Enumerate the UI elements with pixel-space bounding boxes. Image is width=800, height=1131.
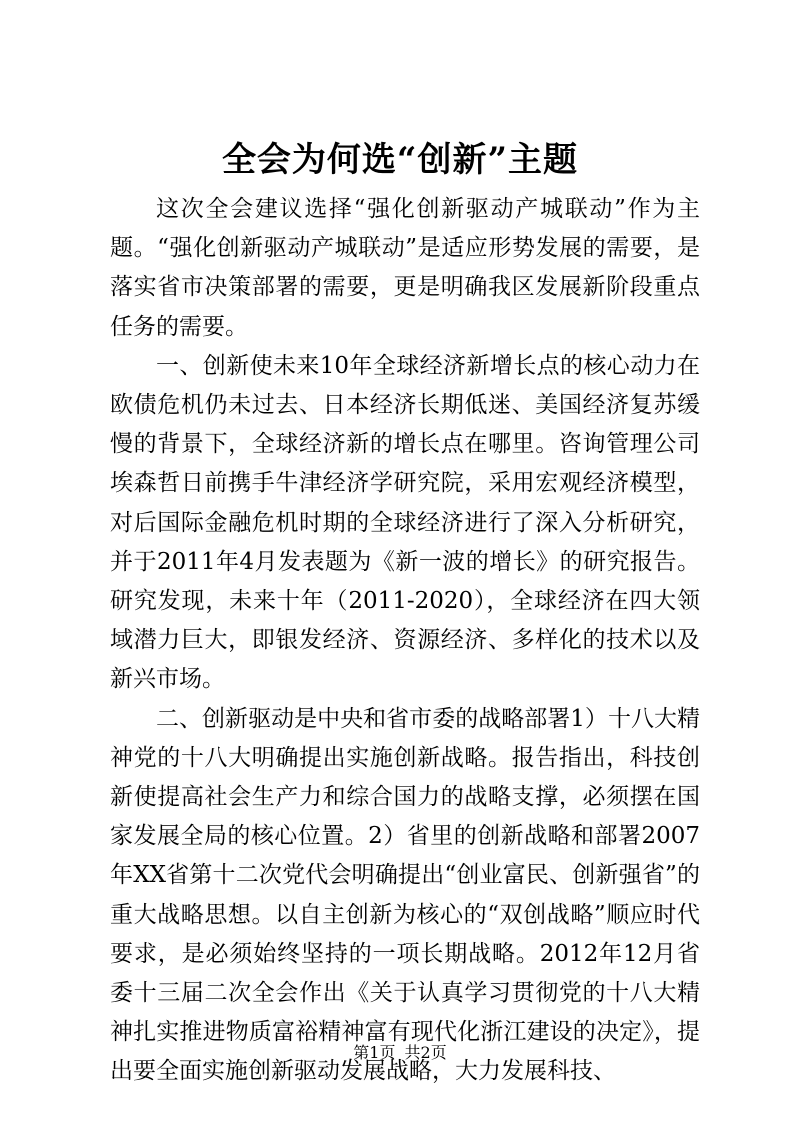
paragraph-section-two: 二、创新驱动是中央和省市委的战略部署1）十八大精神党的十八大明确提出实施创新战略。报告指出，科技创新使提高社会生产力和综合国力的战略支撑，必须摆在国家发展全局的核心位置。2）省里的创新战略和部署2007年XX省第十二次党代会明确提出“创业富民、创新强省”的重大战略思想。以自主创新为核心的“双创战略”顺应时代要求，是必须始终坚持的一项长期战略。2012年12月省委十三届二次全会作出《关于认真学习贯彻党的十八大精神扎实推进物质富裕精神富有现代化浙江建设的决定》，提出要全面实施创新驱动发展战略，大力发展科技、 <box>110 705 700 1085</box>
document-title: 全会为何选“创新”主题 <box>221 140 579 180</box>
page-total: 共2页 <box>404 1043 447 1062</box>
document-body <box>110 190 700 1092</box>
page-footer <box>0 1040 800 1063</box>
page-number: 第1页 <box>353 1043 396 1062</box>
paragraph-section-one: 一、创新使未来10年全球经济新增长点的核心动力在欧债危机仍未过去、日本经济长期低迷、美国经济复苏缓慢的背景下，全球经济新的增长点在哪里。咨询管理公司埃森哲日前携手牛津经济学研究院，采用宏观经济模型，对后国际金融危机时期的全球经济进行了深入分析研究，并于2011年4月发表题为《新一波的增长》的研究报告。研究发现，未来十年（2011-2020），全球经济在四大领域潜力巨大，即银发经济、资源经济、多样化的技术以及新兴市场。 <box>110 352 700 693</box>
paragraph-intro: 这次全会建议选择“强化创新驱动产城联动”作为主题。“强化创新驱动产城联动”是适应形势发展的需要，是落实省市决策部署的需要，更是明确我区发展新阶段重点任务的需要。 <box>110 196 700 340</box>
